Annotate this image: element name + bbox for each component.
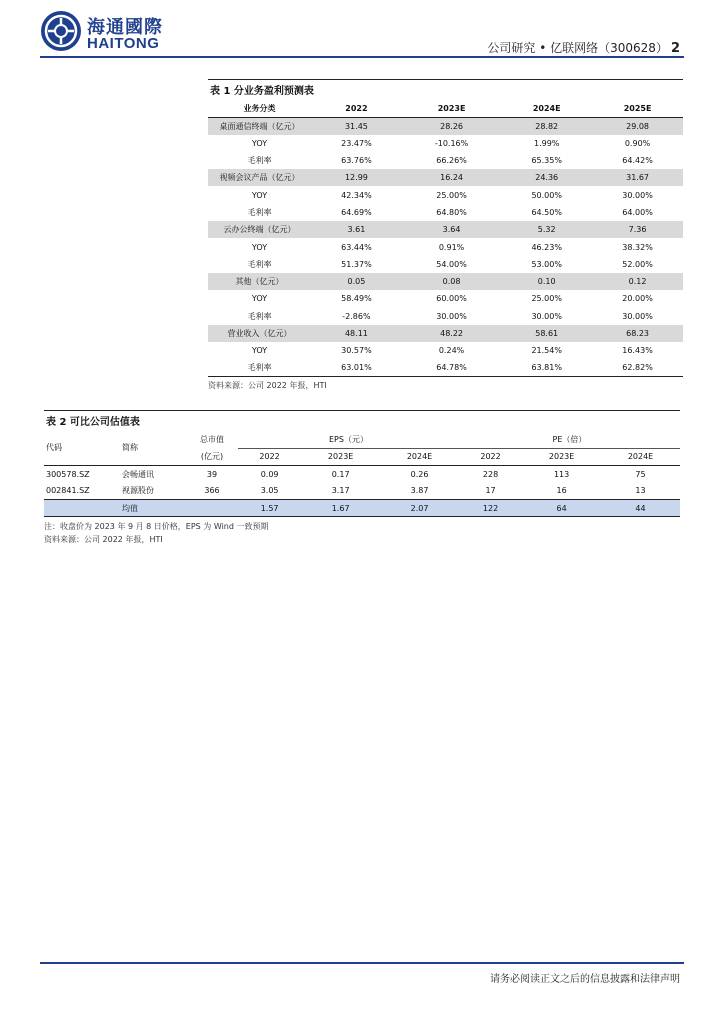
table-cell: 38.32%	[622, 242, 653, 252]
table-cell: 53.00%	[531, 259, 562, 269]
table-row	[208, 359, 683, 376]
table-cell: 48.22	[402, 325, 501, 342]
table-cell: 62.82%	[592, 359, 683, 376]
code-header: 代码	[44, 431, 120, 465]
table-cell: 64.50%	[531, 207, 562, 217]
table-cell: 64.42%	[622, 156, 653, 166]
table-cell: 7.36	[592, 221, 683, 238]
year-header: 2022	[459, 448, 522, 465]
table-cell: 48.11	[311, 325, 402, 342]
table-row	[208, 204, 683, 221]
eps-group-header: EPS（元）	[238, 431, 459, 448]
table-cell: 44	[601, 500, 680, 517]
table-cell: 63.01%	[311, 359, 402, 376]
row-label: 桌面通信终端（亿元）	[208, 117, 311, 134]
table-row	[208, 186, 683, 203]
segment-forecast-table-block	[208, 79, 683, 391]
table-cell: 3.17	[331, 486, 350, 496]
table-cell: 39	[206, 469, 218, 479]
table-cell: 0.17	[331, 469, 350, 479]
row-label: 毛利率	[247, 311, 272, 321]
table2-note: 注：收盘价为 2023 年 9 月 8 日价格，EPS 为 Wind 一致预期	[44, 522, 269, 532]
table-cell: 25.00%	[531, 294, 562, 304]
column-header: 2025E	[592, 100, 683, 117]
row-label: YOY	[251, 242, 268, 252]
table-row	[208, 325, 683, 342]
legal-disclaimer: 请务必阅读正文之后的信息披露和法律声明	[490, 974, 680, 985]
table-cell: 113	[553, 469, 570, 479]
row-label: YOY	[251, 346, 268, 356]
table-cell: 0.10	[501, 273, 592, 290]
table-cell: 54.00%	[436, 259, 467, 269]
company-logo	[40, 10, 190, 54]
table-cell: 60.00%	[436, 294, 467, 304]
table-cell: 28.26	[402, 117, 501, 134]
table-group-header-row	[44, 431, 680, 448]
table-cell: 29.08	[592, 117, 683, 134]
table-cell: 228	[482, 469, 499, 479]
row-label: 视频会议产品（亿元）	[208, 169, 311, 186]
table-cell: 5.32	[501, 221, 592, 238]
table-cell: 25.00%	[436, 190, 467, 200]
table1-source: 资料来源：公司 2022 年报，HTI	[208, 381, 327, 391]
table-cell: 3.87	[410, 486, 429, 496]
table-cell: 0.24%	[438, 346, 465, 356]
row-label: 其他（亿元）	[208, 273, 311, 290]
table-row	[208, 169, 683, 186]
table-cell: 0.09	[260, 469, 279, 479]
table-cell: 64.78%	[402, 359, 501, 376]
table1-caption: 表 1 分业务盈利预测表	[210, 86, 314, 97]
haitong-logo-icon	[40, 10, 82, 52]
table-cell: 64.80%	[436, 207, 467, 217]
table-cell: 3.64	[402, 221, 501, 238]
name-header: 简称	[120, 431, 186, 465]
table-cell: 31.45	[311, 117, 402, 134]
table-cell: 20.00%	[622, 294, 653, 304]
table-cell: 58.49%	[341, 294, 372, 304]
table-cell: 51.37%	[341, 259, 372, 269]
table-cell: 122	[459, 500, 522, 517]
header-divider	[40, 56, 684, 58]
year-header: 2023E	[522, 448, 601, 465]
valuation-table-block	[44, 410, 680, 546]
column-header: 2024E	[501, 100, 592, 117]
pe-group-header: PE（倍）	[459, 431, 680, 448]
table-cell: 17	[485, 486, 496, 496]
table-cell: 16.24	[402, 169, 501, 186]
row-label: 云办公终端（亿元）	[208, 221, 311, 238]
table-row	[208, 238, 683, 255]
table-cell: 16	[556, 486, 567, 496]
page-number: 2	[670, 41, 680, 56]
year-header: 2022	[238, 448, 301, 465]
table-cell: 52.00%	[622, 259, 653, 269]
table-cell: 63.81%	[501, 359, 592, 376]
row-label: 均值	[120, 500, 186, 517]
table-cell: 16.43%	[622, 346, 653, 356]
market-cap-header-line2: (亿元)	[186, 448, 238, 465]
year-header: 2024E	[601, 448, 680, 465]
table-cell: 30.57%	[341, 346, 372, 356]
table-row	[208, 256, 683, 273]
row-label: 毛利率	[247, 156, 272, 166]
table-cell: 2.07	[380, 500, 459, 517]
footer-divider	[40, 962, 684, 964]
logo-english-text: HAITONG	[87, 35, 160, 52]
table-row	[208, 308, 683, 325]
table-cell: -2.86%	[342, 311, 371, 321]
row-label: 300578.SZ	[46, 469, 90, 479]
table-row	[44, 483, 680, 500]
table-cell: 58.61	[501, 325, 592, 342]
column-header: 2022	[311, 100, 402, 117]
table-cell: 42.34%	[341, 190, 372, 200]
row-label: 会畅通讯	[122, 469, 154, 479]
table-cell: 13	[635, 486, 646, 496]
table-cell: 12.99	[311, 169, 402, 186]
table2-source: 资料来源：公司 2022 年报，HTI	[44, 535, 163, 545]
table-row	[208, 342, 683, 359]
row-label: 毛利率	[247, 259, 272, 269]
table-cell: 366	[204, 486, 220, 496]
table-cell: 0.12	[592, 273, 683, 290]
table-cell: 1.99%	[533, 138, 560, 148]
table-cell	[186, 500, 238, 517]
table2-caption: 表 2 可比公司估值表	[46, 417, 140, 428]
table-cell: 31.67	[592, 169, 683, 186]
row-label: 毛利率	[208, 359, 311, 376]
table-cell: 0.08	[402, 273, 501, 290]
table-cell: 3.61	[311, 221, 402, 238]
table-cell: 21.54%	[531, 346, 562, 356]
table-cell: 0.05	[311, 273, 402, 290]
table-cell: 64.69%	[341, 207, 372, 217]
table-row	[208, 135, 683, 152]
comparable-valuation-table	[44, 431, 680, 517]
table-cell: 23.47%	[341, 138, 372, 148]
row-label: 002841.SZ	[46, 486, 90, 496]
table-cell: 75	[635, 469, 646, 479]
table-cell: 30.00%	[622, 311, 653, 321]
column-header: 业务分类	[208, 100, 311, 117]
market-cap-header-line1: 总市值	[200, 435, 224, 445]
report-title: 公司研究 • 亿联网络（300628）	[487, 41, 668, 55]
table-row	[44, 465, 680, 482]
table-row	[208, 221, 683, 238]
table-cell: 1.57	[238, 500, 301, 517]
row-label: 毛利率	[247, 207, 272, 217]
column-header: 2023E	[402, 100, 501, 117]
table-cell: 0.91%	[438, 242, 465, 252]
page-header	[487, 39, 680, 56]
table-row	[208, 273, 683, 290]
table-cell: 50.00%	[531, 190, 562, 200]
row-label: YOY	[251, 138, 268, 148]
table-cell: 28.82	[501, 117, 592, 134]
year-header: 2023E	[301, 448, 380, 465]
average-row	[44, 500, 680, 517]
table-cell: 0.90%	[624, 138, 651, 148]
table-cell: 66.26%	[436, 156, 467, 166]
table-cell: 1.67	[301, 500, 380, 517]
table-header-row	[208, 100, 683, 117]
table-cell: 30.00%	[436, 311, 467, 321]
table-cell: 64.00%	[622, 207, 653, 217]
row-label: 营业收入（亿元）	[208, 325, 311, 342]
table-cell: 0.26	[410, 469, 429, 479]
logo-chinese-text: 海通國際	[87, 17, 163, 38]
table-cell: 64	[522, 500, 601, 517]
table-cell: 30.00%	[622, 190, 653, 200]
row-label: YOY	[251, 190, 268, 200]
table-cell: 30.00%	[531, 311, 562, 321]
table-row	[208, 290, 683, 307]
table-cell: -10.16%	[434, 138, 469, 148]
row-label	[44, 500, 120, 517]
table-cell: 63.44%	[341, 242, 372, 252]
table-cell: 3.05	[260, 486, 279, 496]
row-label: 视源股份	[122, 486, 154, 496]
table-row	[208, 117, 683, 134]
table-cell: 46.23%	[531, 242, 562, 252]
table-cell: 24.36	[501, 169, 592, 186]
table-row	[208, 152, 683, 169]
year-header: 2024E	[380, 448, 459, 465]
row-label: YOY	[251, 294, 268, 304]
segment-forecast-table	[208, 100, 683, 377]
table-cell: 63.76%	[341, 156, 372, 166]
table-cell: 65.35%	[531, 156, 562, 166]
table-cell: 68.23	[592, 325, 683, 342]
